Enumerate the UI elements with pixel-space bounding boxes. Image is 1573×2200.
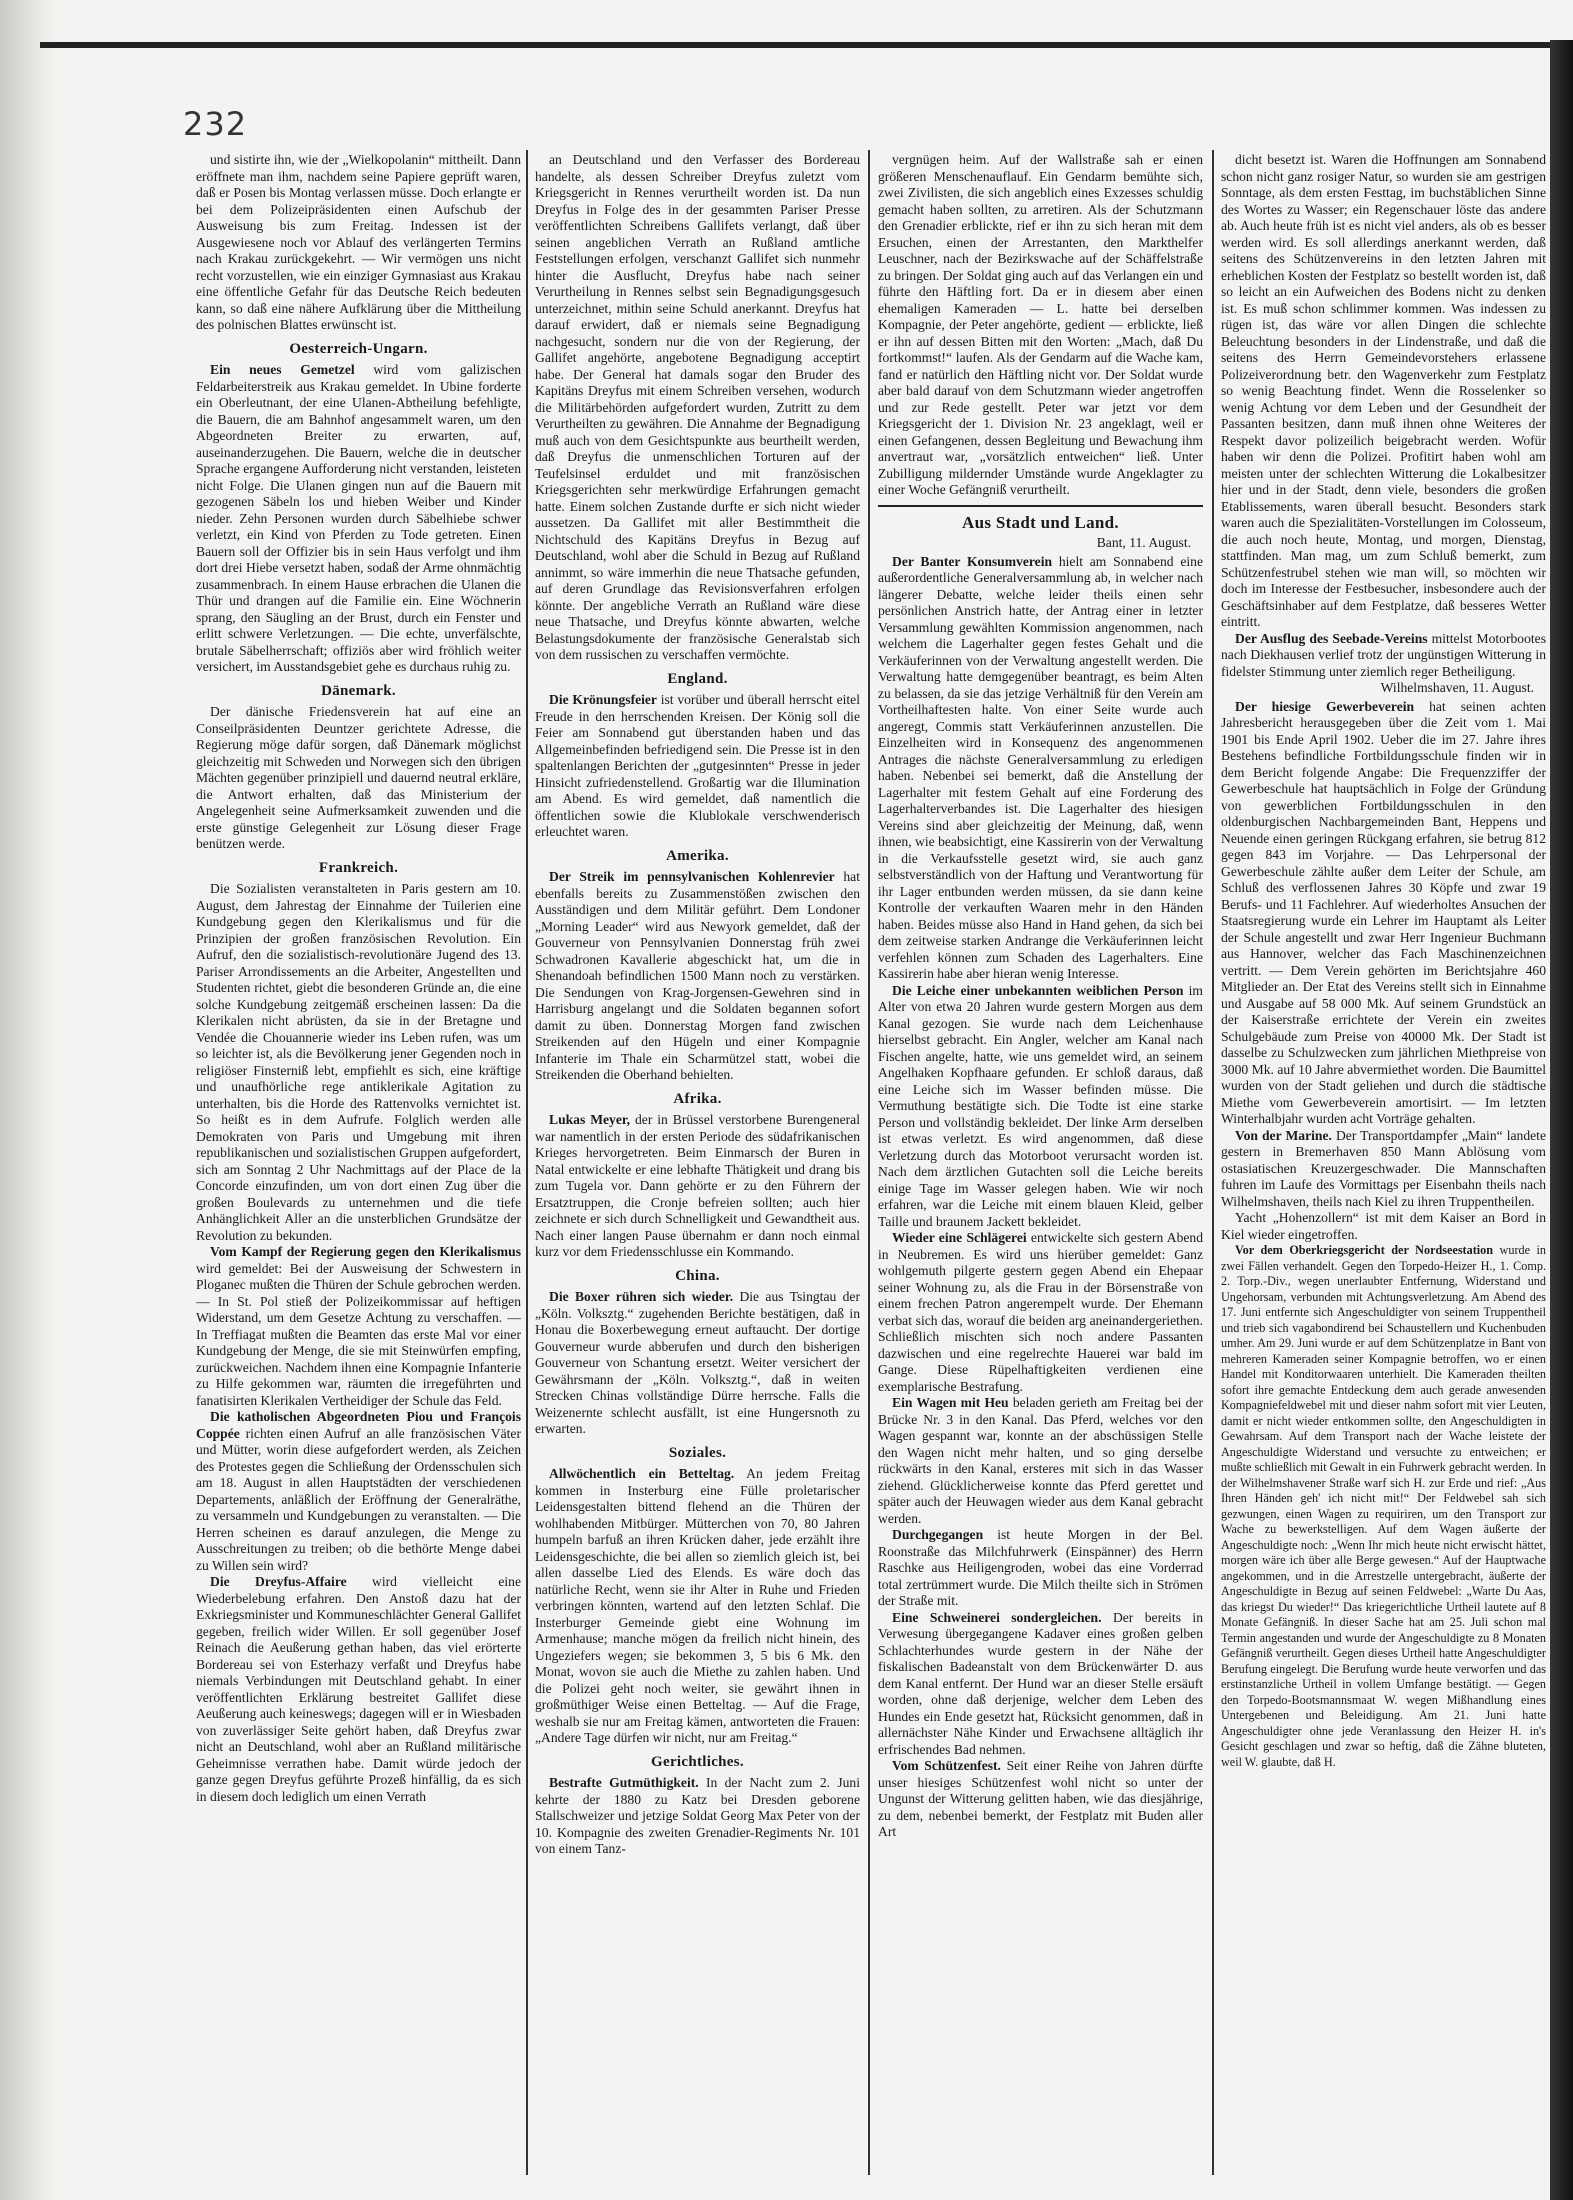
paragraph-lead: Die Boxer rühren sich wieder. [549,1289,734,1304]
column-divider [868,150,870,2175]
paragraph-lead: Wieder eine Schlägerei [892,1230,1027,1245]
article-paragraph [535,1289,860,1438]
paragraph-lead: Durchgegangen [892,1527,984,1542]
article-paragraph [878,1230,1203,1395]
article-paragraph [196,704,521,853]
paragraph-text: an Deutschland und den Verfasser des Bordereau handelte, als dessen Schreiber Dreyfus zuletzt vom Kriegsgericht in Rennes verurtheilt worden ist. Da nun Dreyfus in Folge des in der gesammten Pariser Presse veröffentlichten Schreibens Gallifets verlangt, daß über seinen angeblichen Verrath an Rußland amtliche Feststellungen erfolgen, verschanzt Gallifet sich nunmehr hinter die Ausflucht, Dreyfus habe nach seiner Verurtheilung in Rennes selbst sein Begnadigungsgesuch unterzeichnet, mithin seine Schuld anerkannt. Dreyfus hat darauf erwidert, daß er niemals seine Begnadigung nachgesucht, sondern nur die von der Regierung, der Gallifet angehörte, angebotene Begnadigung acceptirt habe. Der General hat damals sogar den Bruder des Kapitäns Dreyfus mit einem Schreiben versehen, wodurch die Militärbehörden aufgefordert wurden, Zutritt zu dem Verurtheilten zu gewähren. Die Annahme der Begnadigung muß auch von dem Gesichtspunkte aus beurtheilt werden, daß Dreyfus die unmenschlichen Torturen auf der Teufelsinsel erduldet und mit französischen Kriegsgerichten sehr merkwürdige Erfahrungen gemacht hatte. Einem solchen Zustande durfte er sich nicht wieder aussetzen. Da Gallifet mit aller Bestimmtheit die Nichtschuld des Kapitäns Dreyfus in Bezug auf Deutschland, wohl aber die Schuld in Bezug auf Rußland annimmt, so wäre immerhin die neue Thatsache gefunden, auf deren Grundlage das Revisionsverfahren erfolgen könnte. Der angebliche Verrath an Rußland wäre diese neue Thatsache, und Dreyfus könnte abwarten, welche Belastungsdokumente der französische Generalstab sich von dem russischen zu verschaffen vermöchte. [535,152,860,662]
paragraph-lead: Von der Marine. [1235,1127,1332,1143]
dateline: Bant, 11. August. [1096,535,1191,550]
article-paragraph [878,983,1203,1231]
article-paragraph [196,152,521,334]
paragraph-lead: Eine Schweinerei sondergleichen. [892,1609,1102,1625]
article-paragraph [196,1244,521,1409]
section-heading: Soziales. [668,1444,727,1461]
column-2 [535,152,860,2177]
column-3 [878,152,1203,2177]
paragraph-text: beladen gerieth am Freitag bei der Brücke Nr. 3 in den Kanal. Das Pferd, welches vor den Wagen gespannt war, konnte an der abschüssigen Stelle den Wagen nicht mehr halten, und so ging derselbe rückwärts in den Kanal, ersteres mit sich in das Wasser ziehend. Glücklicherweise konnte das Pferd gerettet und später auch der Heuwagen wieder aus dem Kanal gebracht werden. [878,1395,1203,1526]
page-number: 232 [183,105,248,143]
paragraph-text: mittelst Motorbootes nach Diekhausen verlief trotz der ungünstigen Witterung in fidelster Stimmung unter ziemlich reger Betheiligung. [1221,630,1546,679]
paragraph-text: ist heute Morgen in der Bel. Roonstraße das Milchfuhrwerk (Einspänner) des Herrn Raschke aus Heiligengroden, wobei das eine Vorderrad total zertrümmert wurde. Die Milch theilte sich in Strömen der Straße mit. [878,1527,1203,1608]
column-divider [1212,150,1214,2175]
paragraph-lead: Die Dreyfus-Affaire [210,1574,347,1589]
paragraph-lead: Ein Wagen mit Heu [892,1395,1009,1410]
column-1 [196,152,521,2177]
paragraph-lead: Lukas Meyer, [549,1112,631,1127]
paragraph-text: im Alter von etwa 20 Jahren wurde gestern Morgen aus dem Kanal gezogen. Sie wurde nach dem Leichenhause hierselbst gebracht. Ein Angler, welcher am Kanal nach Fischen angelte, hatte, wie uns gemeldet wird, an seinem Angelhaken Kopfhaare gefunden. Er schloß daraus, daß eine Leiche sich im Wasser befinden müsse. Die Vermuthung bestätigte sich. Die Todte ist eine starke Person und vollständig bekleidet. Der linke Arm derselben ist etwas verletzt. Es wird angenommen, daß diese Verletzung durch das Motorboot verursacht worden ist. Nach dem ärztlichen Gutachten soll die Leiche bereits einige Tage im Wasser gelegen haben. Wie wir noch erfahren, war die Leiche mit einem blauen Kleid, gelber Taille und braunem Jackett bekleidet. [878,982,1203,1229]
paragraph-lead: Die Krönungsfeier [549,692,657,707]
top-border-rule [40,42,1550,48]
paragraph-text: Der dänische Friedensverein hat auf eine an Conseilpräsidenten Deuntzer gerichtete Adresse, die Regierung möge dafür sorgen, daß Dänemark möglichst gleichzeitig mit Schweden und Norwegen sich den übrigen Mächten gegenüber prinzipiell und dauernd neutral erkläre, die Antwort erhalten, daß das Ministerium der Angelegenheit seine Aufmerksamkeit zuwenden und die erste günstige Gelegenheit zur Lösung dieser Frage benützen werde. [196,704,521,851]
section-heading: Oesterreich-Ungarn. [289,340,428,357]
section-heading: England. [667,670,728,687]
article-paragraph [878,1610,1203,1759]
paragraph-text: Die aus Tsingtau der „Köln. Volksztg.“ zugehenden Berichte bestätigen, daß in Honau die Boxerbewegung erneut auftaucht. Der dortige Gouverneur wurde abberufen und durch den bisherigen Gouverneur von Schantung ersetzt. Weiter versichert der Gewährsmann der „Köln. Volksztg.“, daß in weiten Strecken Chinas vollständige Dürre herrsche. Falls die Weizenernte schlecht ausfällt, ist eine Hungersnoth zu erwarten. [535,1289,860,1436]
paragraph-text: und sistirte ihn, wie der „Wielkopolanin“ mittheilt. Dann eröffnete man ihm, nachdem seine Papiere geprüft waren, daß er Posen bis Montag verlassen müsse. Doch erlangte er bei dem Polizeipräsidenten einen Aufschub der Ausweisung bis zum Freitag. Indessen ist der Ausgewiesene noch vor Ablauf des verlängerten Termins nach Krakau zurückgekehrt. — Wir vermögen uns nicht recht vorzustellen, wie ein einziger Gymnasiast aus Krakau eine öffentliche Gefahr für das Deutsche Reich bedeuten kann, so daß eine nähere Aufklärung über die Mittheilung des polnischen Blattes erwünscht ist. [196,152,521,332]
paragraph-text: Seit einer Reihe von Jahren dürfte unser hiesiges Schützenfest wohl nicht so unter der Ungunst der Witterung gelitten haben, wie das diesjährige, zu dem, nebenbei bemerkt, der Festplatz mit Buden aller Art [878,1758,1203,1839]
section-heading: Amerika. [666,847,729,864]
article-paragraph [1221,699,1546,1128]
paragraph-lead: Vom Kampf der Regierung gegen den Klerikalismus [210,1244,521,1259]
paragraph-text: Der bereits in Verwesung übergegangene Kadaver eines großen gelben Schlachterhundes wurde gestern in der Nähe der fiskalischen Badeanstalt von dem Brückenwärter D. aus dem Kanal entfernt. Der Hund war an dieser Stelle ersäuft worden, ohne daß derjenige, welcher dem Leben des Hundes ein Ende gesetzt hat, Rücksicht genommen, daß in allernächster Nähe Kinder und Erwachsene alltäglich ihr erfrischendes Bad nehmen. [878,1609,1203,1757]
paragraph-text: hat seinen achten Jahresbericht herausgegeben über die Zeit vom 1. Mai 1901 bis Ende April 1902. Ueber die im 27. Jahre ihres Bestehens befindliche Fortbildungsschule finden wir in dem Bericht folgende Angabe: Die Frequenzziffer der Gewerbeschule hat hauptsächlich in Folge der Gründung von gewerblichen Fortbildungsschulen in den oldenburgischen Nachbargemeinden Bant, Heppens und Neuende einen geringen Rückgang erfahren, sie betrug 812 gegen 843 im Vorjahre. — Das Lehrpersonal der Gewerbeschule zählte außer dem Leiter der Schule, am Schluß des verflossenen Jahres 30 Köpfe und zwar 19 Berufs- und 11 Fachlehrer. Auf wiederholtes Ansuchen der Staatsregierung wurde ein Lehrer im Hauptamt als Leiter der Schule angestellt und zwar Herr Ingenieur Buchmann aus Hannover, welcher das Fach Maschinenzeichnen vertritt. — Dem Verein gehörten im Berichtsjahre 460 Mitglieder an. Der Etat des Vereins stellt sich in Einnahme und Ausgabe auf 58 000 Mk. Auf seinem Grundstück an der Kaiserstraße errichtete der Verein ein zweites Schulgebäude zum Preise von 40000 Mk. Der Stadt ist dasselbe zu Schulzwecken zum jährlichen Miethpreise von 3000 Mk. auf 10 Jahre abvermiethet worden. Die Baumittel wurden von der Stadt geliehen und durch die städtische Miethe vom Gewerbeverein amortisirt. — Im letzten Winterhalbjahr wurden acht Vorträge gehalten. [1221,698,1546,1126]
article-paragraph [878,1527,1203,1610]
paragraph-text: hielt am Sonnabend eine außerordentliche Generalversammlung ab, in welcher nach längerer Debatte, welche leider theils einen sehr persönlichen Anstrich hatte, der Antrag einer in letzter Versammlung gewählten Kommission angenommen, nach welchem die Lagerhalter gegen festes Gehalt und die Verkäuferinnen von der Verwaltung angestellt werden. Die Verwaltung hatte demgegenüber beantragt, es beim Alten zu belassen, da sie das jetzige Verhältniß für den Verein am Vortheilhaftesten halte. Von einer Seite wurde auch angeregt, Commis statt Verkäuferinnen anzustellen. Die Einzelheiten wird in Konsequenz des angenommenen Antrages die nächste Generalversammlung zu erledigen haben. Nebenbei sei bemerkt, daß die Anstellung der Lagerhalter mit festem Gehalt auf eine Forderung des Lagerhalterverbandes ist. Die Lagerhalter des hiesigen Vereins sind aber gleichzeitig der Meinung, daß, wenn ihnen, wie beabsichtigt, eine Kassirerin von der Verwaltung in die Verkaufsstelle gesetzt wird, sie auch ganz selbstverständlich von der Haftung und Verantwortung für ihr Lager entbunden werden müssen, da sie dann keine Kontrolle der verkauften Waaren mehr in den Händen haben. Beides müsse also Hand in Hand gehen, da sich bei dem zeitweise starken Andrange die Verkäuferinnen leicht verfehlen können zum Schaden des Lagerhalters. Eine Kassirerin habe aber hieran wenig Interesse. [878,553,1203,981]
article-paragraph [1221,152,1546,631]
paragraph-text: dicht besetzt ist. Waren die Hoffnungen am Sonnabend schon nicht ganz rosiger Natur, so wurden sie am gestrigen Sonntage, als dem ersten Festtag, im buchstäblichen Sinne des Wortes zu Wasser; ein Regenschauer löste das andere ab. Auch heute früh ist es nicht viel anders, als ob es besser werden wird. Es soll allerdings anerkannt werden, daß seitens des Schützenvereins in den letzten Jahren mit erheblichen Kosten der Festplatz so bestellt worden ist, daß so leicht an ein Aufweichen des Bodens nicht zu denken ist. Es muß schon schlimmer kommen. Was indessen zu rügen ist, das wäre vor allen Dingen die schlechte Beleuchtung besonders in der Lindenstraße, und daß die seitens des Herrn Gemeindevorstehers erlassene Polizeiverordnung betr. den Wagenverkehr zum Festplatz so wenig Beachtung findet. Wenn die Rosselenker so wenig Achtung vor dem Leben und der Gesundheit der Passanten besitzen, dann muß ihnen ohne Weiteres der Respekt davor polizeilich beigebracht werden. Wofür haben wir denn die Polizei. Profitirt haben wohl am meisten unter der schlechten Witterung die Lokalbesitzer hier und in der Stadt, denn viele, besonders die großen Etablissements, waren überall besucht. Besonders stark waren auch die Spezialitäten-Vorstellungen im Colosseum, die auch noch heute, Montag, und morgen, Dienstag, stattfinden. Man mag, um zum Schluß bemerkt, zum Schützenfestrubel stehen wie man will, so möchten wir doch im Interesse der Festbesucher, insbesondere auch der Geschäftsinhaber auf dem Festplatze, daß besseres Wetter eintritt. [1221,152,1546,629]
article-paragraph [878,554,1203,983]
paragraph-text: wurde in zwei Fällen verhandelt. Gegen den Torpedo-Heizer H., 1. Comp. 2. Torp.-Div., wegen unerlaubter Entfernung, Widerstand und Ungehorsam, verbunden mit Achtungsverletzung. Am Abend des 17. Juni entfernte sich Angeschuldigter von seinem Truppentheil und trieb sich vagabondirend bei Schaustellern und Kuchenbuden umher. Am 29. Juni wurde er auf dem Schützenplatze in Bant von mehreren Kameraden seiner Kompagnie betroffen, wo er einen Handel mit Konditorwaaren unterhielt. Die Kameraden theilten sofort ihre gemachte Entdeckung dem auch gerade anwesenden Kompagniefeldwebel mit und dieser nahm sofort mit vier Leuten, damit er nicht wieder entkommen sollte, den Angeschuldigten in Gewahrsam. Auf dem Transport nach der Wache leistete der Angeschuldigte Widerstand und versuchte zu entweichen; er mußte schließlich mit Gewalt in ein Fuhrwerk gebracht werden. In der Wilhelmshavener Straße warf sich H. zur Erde und rief: „Aus Ihren Händen geh' ich nicht mit!“ Der Feldwebel sah sich gezwungen, einen Wagen zu requiriren, um den Transport zur Wache zu bewerkstelligen. Auf dem Wagen äußerte der Angeschuldigte noch: „Wenn Ihr mich heute nicht erwischt hättet, morgen wäre ich über alle Berge gewesen.“ Auf der Hauptwache angekommen, und in die Arrestzelle untergebracht, äußerte der Angeschuldigte in Bezug auf seinen Feldwebel: „Warte Du Aas, das kriegst Du wieder!“ Das kriegerichtliche Urtheil lautete auf 8 Monate Gefängniß. In dieser Sache hat am 25. Juli schon mal Termin angestanden und wurde der Angeschuldigte zu 8 Monaten Gefängniß verurtheilt. Gegen dieses Urtheil hatte Angeschuldigter Berufung eingelegt. Die Berufung wurde heute verworfen und das erstinstanzliche Urtheil in vollem Umfange bestätigt. — Gegen den Torpedo-Bootsmannsmaat W. wegen Mißhandlung eines Untergebenen und Beleidigung. Am 21. Juni hatte Angeschuldigter ohne jede Veranlassung den Heizer H. in's Gesicht geschlagen und zwar so heftig, daß die Zähne bluteten, weil W. glaubte, daß H. [1221,1243,1546,1769]
paragraph-lead: Der Ausflug des Seebade-Vereins [1235,630,1428,646]
column-divider [526,150,528,2175]
scan-edge-strip [1550,40,1573,2200]
paragraph-lead: Der hiesige Gewerbeverein [1235,698,1415,714]
paragraph-text: vergnügen heim. Auf der Wallstraße sah er einen größeren Menschenauflauf. Ein Gendarm bemühte sich, zwei Zivilisten, die sich angeblich eines Exzesses schuldig gemacht haben sollten, zu arretiren. Als der Schutzmann den Grenadier erblickte, rief er ihn zu sich heran mit dem Ersuchen, einen der Arrestanten, den Markthelfer Leuschner, nach der Bezirkswache auf der Schäffelstraße zu bringen. Der Soldat ging auch auf das Verlangen ein und führte den Häftling fort. Da er in diesem aber einen ehemaligen Kameraden — L. hatte bei derselben Kompagnie, der Peter angehörte, gedient — erblickte, ließ er ihn auf dessen Bitten mit den Worten: „Mach, daß Du fortkommst!“ laufen. Als der Gendarm auf die Wache kam, fand er natürlich den Häftling nicht vor. Der Soldat wurde aber bald darauf von dem Schutzmann wieder angetroffen und zur Rede gestellt. Peter war jetzt vor dem Kriegsgericht der 1. Division Nr. 23 angeklagt, weil er einen Gefangenen, dessen Begleitung und Bewachung ihm anvertraut war, „vorsätzlich entweichen“ ließ. Unter Zubilligung mildernder Umstände wurde Angeklagter zu einer Woche Gefängniß verurtheilt. [878,152,1203,497]
paragraph-text: ist vorüber und überall herrscht eitel Freude in den herrschenden Kreisen. Der König soll die Feier am Sonnabend gut überstanden haben und das Allgemeinbefinden befriedigend sein. Die Presse ist in den spaltenlangen Berichten der „gutgesinnten“ Presse in jeder Hinsicht zufriedenstellend. Großartig war die Illumination am Abend. Es wird gemeldet, daß namentlich die öffentlichen sowie die Klublokale verschwenderisch erleuchtet waren. [535,692,860,839]
paragraph-lead: Vor dem Oberkriegsgericht der Nordseestation [1235,1243,1494,1257]
paragraph-lead: Vom Schützenfest. [892,1758,1001,1773]
paragraph-lead: Ein neues Gemetzel [210,362,355,377]
article-paragraph [878,1395,1203,1527]
section-heading: Frankreich. [318,859,399,876]
article-paragraph [878,1758,1203,1841]
paragraph-text: wird vielleicht eine Wiederbelebung erfahren. Den Anstoß dazu hat der Exkriegsminister und Kommuneschlächter General Gallifet gegeben, freilich wider Willen. Er soll gegenüber Josef Reinach die Aeußerung gethan haben, das viel erörterte Bordereau sei von Esterhazy verfaßt und Dreyfus habe niemals Verbindungen mit Deutschland gehabt. In einer veröffentlichten Erklärung bestreitet Gallifet diese Aeußerung auch keineswegs; dagegen will er in Wiesbaden von zuverlässiger Seite gehört haben, daß Dreyfus zwar nicht an Deutschland, wohl aber an Rußland militärische Geheimnisse verrathen habe. Damit würde jedoch der ganze gegen Dreyfus geführte Prozeß hinfällig, da es sich in diesem doch lediglich um einen Verrath [196,1574,521,1804]
section-heading: Aus Stadt und Land. [962,512,1119,532]
article-paragraph [1221,1210,1546,1243]
paragraph-text: der in Brüssel verstorbene Burengeneral war namentlich in der ersten Periode des südafrikanischen Krieges hervorgetreten. Beim Einmarsch der Buren in Natal entwickelte er eine lebhafte Thätigkeit und drang bis zum Tugela vor. Dann gehörte er zu den Führern der Ersatztruppen, die Cronje befreien sollten; auch hier zeichnete er sich durch Schnelligkeit und Gewandtheit aus. Nach einer langen Pause übernahm er dann noch einmal kurz vor dem Friedensschlusse ein Kommando. [535,1112,860,1259]
page-edge-shadow [0,0,60,2200]
section-rule [878,505,1203,507]
paragraph-text: entwickelte sich gestern Abend in Neubremen. Es wird uns hierüber gemeldet: Ganz wohlgemuth pilgerte gestern gegen Abend ein Ehepaar seiner Wohnung zu, als die Frau in der Börsenstraße von einem frechen Patron angerempelt wurde. Der Ehemann verbat sich das, worauf die beiden arg aneinandergeriethen. Schließlich mischten sich noch andere Passanten dazwischen und eine regelrechte Hauerei war bald im Gange. Diese Rüpelhaftigkeiten verdienen eine exemplarische Bestrafung. [878,1230,1203,1394]
article-paragraph [1221,1128,1546,1211]
article-paragraph [196,362,521,676]
section-heading: Gerichtliches. [651,1753,744,1770]
dateline: Wilhelmshaven, 11. August. [1380,680,1534,695]
article-paragraph [535,1466,860,1747]
section-heading: China. [675,1267,720,1284]
article-paragraph [196,1574,521,1805]
paragraph-lead: Die katholischen Abgeordneten Piou und François Coppée [196,1409,521,1441]
paragraph-text: Der Transportdampfer „Main“ landete gestern in Bremerhaven 850 Mann Ablösung vom ostasiatischen Kreuzergeschwader. Die Mannschaften fuhren im Laufe des Vormittags per Eisenbahn theils nach Wilhelmshaven, theils nach Kiel zu ihren Truppentheilen. [1221,1127,1546,1209]
paragraph-text: Die Sozialisten veranstalteten in Paris gestern am 10. August, dem Jahrestag der Einnahme der Tuilerien eine Kundgebung gegen den Klerikalismus und für die Prinzipien der großen französischen Revolution. Ein Aufruf, den die sozialistisch-revolutionäre Jugend des 13. Pariser Arrondissements an die Arbeiter, Angestellten und Studenten richtet, giebt die besonderen Gründe an, die eine solche Kundgebung zeitgemäß erscheinen lassen: Da die Klerikalen nicht abrüsten, da sie in der Bretagne und Vendée die Chouannerie wieder ins Leben rufen, was um so leichter ist, als die Bevölkerung jener Gegenden noch in religiöser Finsterniß lebt, empfiehlt es sich, eine kräftige und unaufhörliche rege antiklerikale Agitation zu unterhalten, bis die Horde des Rattenvolks vernichtet ist. So heißt es in dem Aufrufe. Folglich werden alle Demokraten von Paris und Umgebung mit ihren republikanischen und sozialistischen Gruppen aufgefordert, sich am Sonntag 2 Uhr Nachmittags auf der Place de la Concorde einzufinden, um von dort einen Zug über die großen Boulevards zu unternehmen und die tiefe Anhänglichkeit Aller an die unsterblichen Grundsätze der Revolution zu bekunden. [196,881,521,1243]
paragraph-text: In der Nacht zum 2. Juni kehrte der 1880 zu Katz bei Dresden geborene Stallschweizer und jetzige Soldat Georg Max Peter von der 10. Kompagnie des zweiten Grenadier-Regiments Nr. 101 von einem Tanz- [535,1775,860,1856]
section-heading: Afrika. [673,1090,722,1107]
paragraph-lead: Allwöchentlich ein Betteltag. [549,1466,735,1481]
paragraph-text: Yacht „Hohenzollern“ ist mit dem Kaiser an Bord in Kiel wieder eingetroffen. [1221,1210,1546,1242]
paragraph-text: wird vom galizischen Feldarbeiterstreik aus Krakau gemeldet. In Ubine forderte ein Oberleutnant, der eine Ulanen-Abtheilung befehligte, die Bauern, die am Bahnhof angesammelt waren, um den Abgeordneten Breiter zu erwarten, auf, auseinanderzugehen. Die Bauern, welche die in deutscher Sprache ergangene Aufforderung nicht verstanden, leisteten nicht Folge. Die Ulanen gingen nun auf die Bauern mit gezogenen Säbeln los und hieben Weiber und Kinder nieder. Zehn Personen wurden durch Säbelhiebe schwer verletzt, ein Kind von Pferden zu Tode getreten. Einen Bauern soll der Offizier bis in sein Haus verfolgt und ihm dort drei Hiebe versetzt haben, sodaß der Arme ohnmächtig zusammenbrach. In einem Hause erbrachen die Ulanen die Thür und drangen auf die Familie ein. Eine Wöchnerin sprang, den Säugling an der Brust, durch ein Fenster und erlitt schwere Verletzungen. — Die echte, unverfälschte, brutale Säbelherrschaft; offiziös aber wird fröhlich weiter versichert, im Ausstandsgebiet gehe es durchaus ruhig zu. [196,362,521,674]
paragraph-lead: Die Leiche einer unbekannten weiblichen Person [892,982,1184,998]
article-paragraph [535,1112,860,1261]
article-paragraph [535,869,860,1084]
column-4 [1221,152,1546,2177]
paragraph-lead: Der Banter Konsumverein [892,553,1053,569]
paragraph-lead: Der Streik im pennsylvanischen Kohlenrevier [549,869,835,884]
section-heading: Dänemark. [321,682,396,699]
paragraph-text: hat ebenfalls bereits zu Zusammenstößen zwischen den Ausständigen und dem Militär geführt. Dem Londoner „Morning Leader“ wird aus Newyork gemeldet, daß der Gouverneur von Pennsylvanien Donnerstag früh zwei Schwadronen Kavallerie abgeschickt hat, um die in Shenandoah befindlichen 1500 Mann noch zu verstärken. Die Sendungen von Krag-Jorgensen-Gewehren sind in Harrisburg angelangt und die Soldaten begannen sofort damit zu üben. Donnerstag Morgen fand zwischen Streikenden auf den Hügeln und einer Kompagnie Infanterie im Thale ein Scharmützel statt, wobei die Streikenden die Oberhand behielten. [535,869,860,1082]
paragraph-lead: Bestrafte Gutmüthigkeit. [549,1775,699,1790]
paragraph-text: richten einen Aufruf an alle französischen Väter und Mütter, worin diese aufgefordert werden, als Zeichen des Protestes gegen die Schließung der Ordensschulen sich am 18. August in allen Hauptstädten der verschiedenen Departements, anläßlich der Eröffnung der Generalräthe, zu versammeln und Kundgebungen zu veranstalten. — Die Herren scheinen es darauf anzulegen, die Menge zu Ausschreitungen zu treiben; ob die bethörte Menge dabei zu Willen sein wird? [196,1425,521,1573]
article-paragraph [1221,1243,1546,1770]
article-paragraph [535,1775,860,1858]
paragraph-text: wird gemeldet: Bei der Ausweisung der Schwestern in Ploganec mußten die Thüren der Schule gebrochen werden. — In St. Pol stieß der Polizeikommissar auf heftigen Widerstand, um dem Gesetze Achtung zu verschaffen. — In Treffiagat mußten die Beamten das erste Mal vor einer Kundgebung der Menge, die sie mit Steinwürfen empfing, zurückweichen. Nachdem ihnen eine Kompagnie Infanterie zu Hilfe gekommen war, räumten die irregeführten und fanatisirten Klerikalen Vertheidiger der Schule das Feld. [196,1260,521,1408]
paragraph-text: An jedem Freitag kommen in Insterburg eine Fülle proletarischer Leidensgestalten bittend flehend an die Thüren der wohlhabenden Mitbürger. Mütterchen von 70, 80 Jahren humpeln barfuß an ihren Krücken daher, jede erzählt ihre Leidensgeschichte, die bei allen so ziemlich gleich ist, bei allen dasselbe Lied des Elends. Es wäre doch das natürliche Recht, wenn sie ihr Alter in Ruhe und Frieden verbringen könnten, wartend auf den letzten Schlaf. Die Insterburger Gemeinde giebt eine Wohnung im Armenhause; manche mögen da freilich nicht hinein, des Ungeziefers wegen; sie bekommen 3, 5 bis 6 Mk. den Monat, wovon sie auch die Miethe zu zahlen haben. Und die Polizei geht noch weiter, sie gewährt ihnen in großmüthiger Weise einen Betteltag. — Auf die Frage, weshalb sie nur am Freitag kämen, antworteten die Frauen: „Andere Tage dürfen wir nicht, nur am Freitag.“ [535,1466,860,1745]
article-paragraph [535,692,860,841]
article-paragraph [878,152,1203,499]
article-paragraph [196,1409,521,1574]
article-paragraph [1221,631,1546,681]
article-paragraph [196,881,521,1244]
article-paragraph [535,152,860,664]
